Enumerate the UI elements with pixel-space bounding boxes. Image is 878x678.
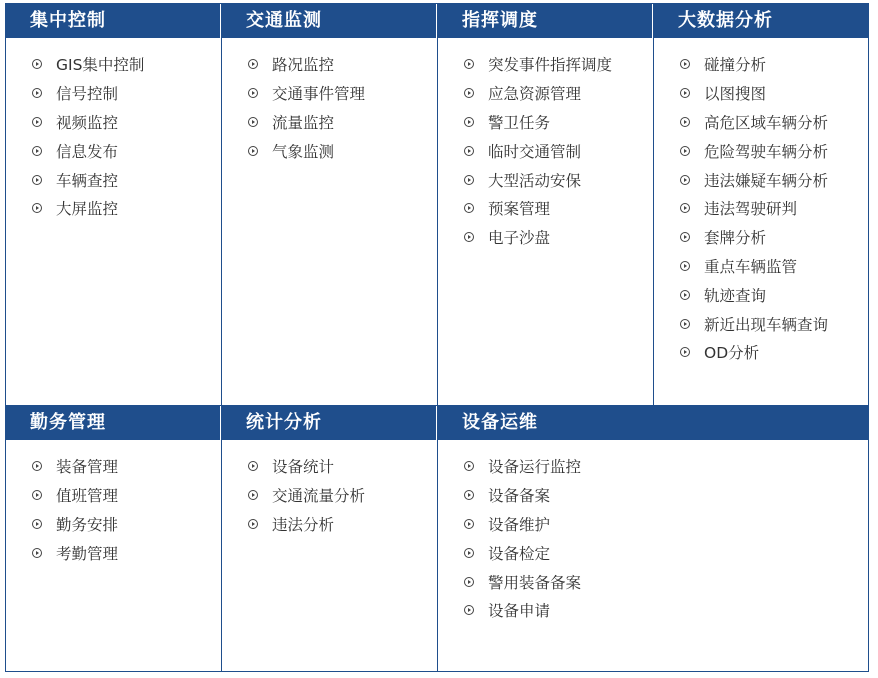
item-label: 危险驾驶车辆分析 [704,142,829,161]
list-item[interactable] [464,510,868,539]
chevron-circle-icon [680,290,690,300]
panel-device-operations [438,406,868,671]
list-item[interactable] [248,481,437,510]
chevron-circle-icon [32,519,42,529]
item-label: 电子沙盘 [488,229,551,248]
list-item[interactable] [464,538,868,567]
chevron-circle-icon [464,232,474,242]
panel-command-dispatch [438,4,654,405]
list-item[interactable] [248,79,437,108]
list-item[interactable] [464,136,653,165]
item-label: 气象监测 [272,142,335,161]
chevron-circle-icon [464,519,474,529]
chevron-circle-icon [248,461,258,471]
item-label: GIS集中控制 [56,56,145,75]
item-label: 应急资源管理 [488,85,582,104]
item-list [438,440,868,625]
panel-duty-management [6,406,222,671]
chevron-circle-icon [464,117,474,127]
list-item[interactable] [32,136,221,165]
chevron-circle-icon [32,59,42,69]
chevron-circle-icon [464,146,474,156]
item-label: 违法分析 [272,515,335,534]
list-item[interactable] [464,194,653,223]
list-item[interactable] [680,50,868,79]
list-item[interactable] [464,108,653,137]
item-label: 警卫任务 [488,113,551,132]
chevron-circle-icon [680,88,690,98]
item-label: OD分析 [704,344,760,363]
item-label: 新近出现车辆查询 [704,315,829,334]
panel-centralized-control [6,4,222,405]
list-item[interactable] [32,50,221,79]
chevron-circle-icon [464,548,474,558]
list-item[interactable] [464,165,653,194]
list-item[interactable] [32,510,221,539]
list-item[interactable] [32,194,221,223]
panel-title: 勤务管理 [6,406,221,440]
chevron-circle-icon [464,605,474,615]
chevron-circle-icon [464,461,474,471]
list-item[interactable] [680,223,868,252]
item-label: 设备运行监控 [488,458,582,477]
item-label: 突发事件指挥调度 [488,56,613,75]
panel-title: 统计分析 [222,406,437,440]
item-label: 交通事件管理 [272,85,366,104]
panel-title: 交通监测 [222,4,437,38]
chevron-circle-icon [464,175,474,185]
list-item[interactable] [464,50,653,79]
chevron-circle-icon [248,59,258,69]
item-label: 设备备案 [488,487,551,506]
list-item[interactable] [32,165,221,194]
list-item[interactable] [680,252,868,281]
list-item[interactable] [464,79,653,108]
chevron-circle-icon [680,347,690,357]
chevron-circle-icon [32,175,42,185]
item-label: 装备管理 [56,458,119,477]
item-label: 路况监控 [272,56,335,75]
item-label: 信号控制 [56,85,119,104]
item-list [438,38,653,252]
list-item[interactable] [32,452,221,481]
list-item[interactable] [32,481,221,510]
panel-title: 集中控制 [6,4,221,38]
chevron-circle-icon [32,548,42,558]
chevron-circle-icon [32,490,42,500]
item-label: 临时交通管制 [488,142,582,161]
chevron-circle-icon [464,203,474,213]
chevron-circle-icon [680,319,690,329]
item-label: 大屏监控 [56,200,119,219]
item-list [654,38,868,367]
chevron-circle-icon [680,59,690,69]
item-label: 违法驾驶研判 [704,200,798,219]
item-label: 警用装备备案 [488,573,582,592]
list-item[interactable] [248,50,437,79]
item-list [6,440,221,567]
panel-title: 设备运维 [438,406,868,440]
chevron-circle-icon [680,203,690,213]
module-grid [5,3,869,672]
item-label: 重点车辆监管 [704,257,798,276]
item-list [222,38,437,165]
list-item[interactable] [680,194,868,223]
chevron-circle-icon [32,146,42,156]
item-label: 大型活动安保 [488,171,582,190]
list-item[interactable] [680,136,868,165]
chevron-circle-icon [680,146,690,156]
list-item[interactable] [680,280,868,309]
list-item[interactable] [464,223,653,252]
list-item[interactable] [248,108,437,137]
chevron-circle-icon [464,88,474,98]
item-label: 视频监控 [56,113,119,132]
list-item[interactable] [464,596,868,625]
item-label: 交通流量分析 [272,487,366,506]
chevron-circle-icon [32,461,42,471]
panel-title: 指挥调度 [438,4,653,38]
list-item[interactable] [464,452,868,481]
panel-statistical-analysis [222,406,438,671]
chevron-circle-icon [248,519,258,529]
chevron-circle-icon [464,577,474,587]
list-item[interactable] [32,79,221,108]
item-label: 预案管理 [488,200,551,219]
item-label: 轨迹查询 [704,286,767,305]
item-label: 以图搜图 [704,85,767,104]
item-label: 设备申请 [488,602,551,621]
item-label: 违法嫌疑车辆分析 [704,171,829,190]
list-item[interactable] [464,481,868,510]
panel-big-data-analysis [654,4,868,405]
item-label: 信息发布 [56,142,119,161]
list-item[interactable] [680,79,868,108]
item-label: 高危区域车辆分析 [704,113,829,132]
item-label: 设备维护 [488,515,551,534]
panel-title: 大数据分析 [654,4,868,38]
chevron-circle-icon [680,117,690,127]
chevron-circle-icon [248,117,258,127]
chevron-circle-icon [680,175,690,185]
item-label: 值班管理 [56,487,119,506]
list-item[interactable] [464,567,868,596]
chevron-circle-icon [248,490,258,500]
item-label: 设备统计 [272,458,335,477]
chevron-circle-icon [32,203,42,213]
chevron-circle-icon [248,146,258,156]
chevron-circle-icon [680,261,690,271]
item-label: 设备检定 [488,544,551,563]
list-item[interactable] [680,165,868,194]
list-item[interactable] [32,108,221,137]
item-label: 流量监控 [272,113,335,132]
list-item[interactable] [248,452,437,481]
panel-traffic-monitoring [222,4,438,405]
chevron-circle-icon [32,88,42,98]
list-item[interactable] [248,510,437,539]
item-list [6,38,221,223]
list-item[interactable] [248,136,437,165]
item-list [222,440,437,538]
item-label: 碰撞分析 [704,56,767,75]
chevron-circle-icon [680,232,690,242]
chevron-circle-icon [248,88,258,98]
chevron-circle-icon [464,59,474,69]
item-label: 套牌分析 [704,229,767,248]
chevron-circle-icon [32,117,42,127]
item-label: 勤务安排 [56,515,119,534]
list-item[interactable] [680,309,868,338]
item-label: 考勤管理 [56,544,119,563]
list-item[interactable] [32,538,221,567]
list-item[interactable] [680,338,868,367]
item-label: 车辆查控 [56,171,119,190]
chevron-circle-icon [464,490,474,500]
list-item[interactable] [680,108,868,137]
